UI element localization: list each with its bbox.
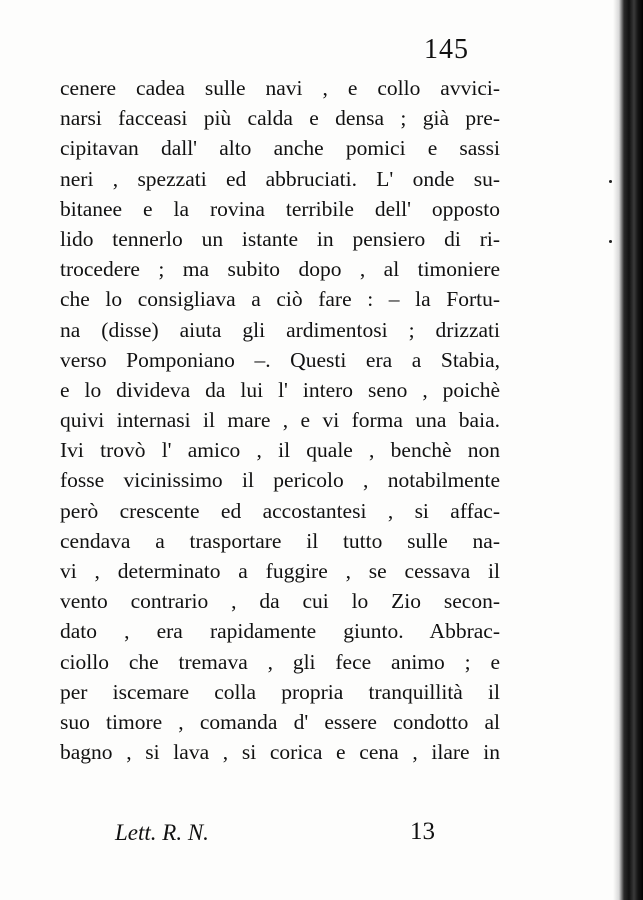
text-line: cenere cadea sulle navi , e collo avvici- xyxy=(60,76,500,100)
text-line: na (disse) aiuta gli ardimentosi ; drizzati xyxy=(60,317,500,342)
binding-edge xyxy=(613,0,643,900)
text-line: che lo consigliava a ciò fare : – la Fortu- xyxy=(60,287,500,312)
text-line: cendava a trasportare il tutto sulle na- xyxy=(60,528,500,553)
text-line: dato , era rapidamente giunto. Abbrac- xyxy=(60,619,500,644)
text-line: fosse vicinissimo il pericolo , notabilmente xyxy=(60,468,500,493)
text-line: trocedere ; ma subito dopo , al timoniere xyxy=(60,257,500,282)
text-line: lido tennerlo un istante in pensiero di ri- xyxy=(60,226,500,251)
text-line: quivi internasi il mare , e vi forma una baia. xyxy=(60,408,500,433)
text-line: Ivi trovò l' amico , il quale , benchè non xyxy=(60,438,500,463)
text-line: suo timore , comanda d' essere condotto al xyxy=(60,709,500,734)
text-line: cipitavan dall' alto anche pomici e sassi xyxy=(60,136,500,161)
text-line: vento contrario , da cui lo Zio secon- xyxy=(60,589,500,614)
text-line: verso Pomponiano –. Questi era a Stabia, xyxy=(60,347,500,372)
text-line: bitanee e la rovina terribile dell' opposto xyxy=(60,196,500,221)
sheet-number: 13 xyxy=(410,818,435,845)
page-number: 145 xyxy=(424,34,469,65)
scan-speck xyxy=(609,240,612,243)
scan-speck xyxy=(609,180,612,183)
text-line: narsi facceasi più calda e densa ; già pre- xyxy=(60,106,500,131)
body-text xyxy=(60,73,500,767)
text-line: però crescente ed accostantesi , si affac- xyxy=(60,498,500,523)
text-line: bagno , si lava , si corica e cena , ilare in xyxy=(60,740,500,765)
text-line: ciollo che tremava , gli fece animo ; e xyxy=(60,649,500,674)
text-line: per iscemare colla propria tranquillità il xyxy=(60,679,500,704)
text-line: neri , spezzati ed abbruciati. L' onde su- xyxy=(60,166,500,191)
text-line: vi , determinato a fuggire , se cessava il xyxy=(60,559,500,583)
text-line: e lo divideva da lui l' intero seno , poichè xyxy=(60,377,500,402)
signature-mark: Lett. R. N. xyxy=(115,820,209,845)
